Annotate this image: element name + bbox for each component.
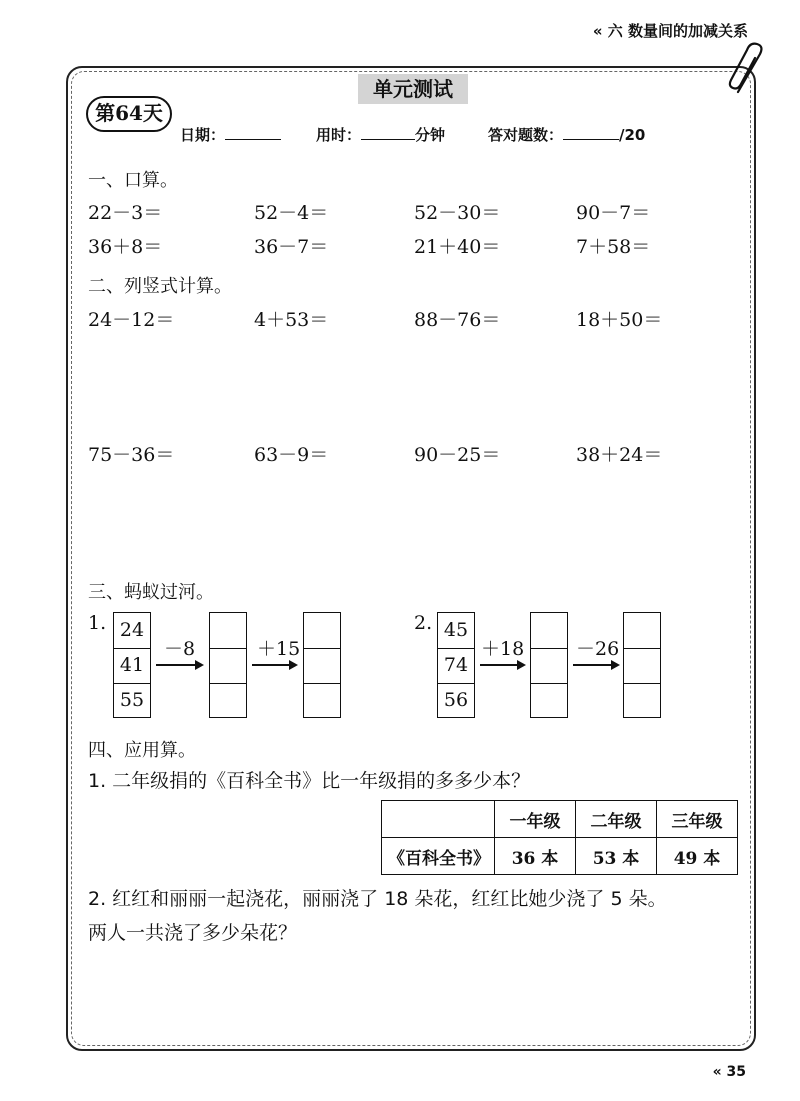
start-value: 56	[443, 689, 469, 711]
ant-problem-2-start-column	[437, 612, 475, 718]
start-value: 41	[119, 654, 145, 676]
arrow-icon	[573, 664, 618, 666]
books-table	[381, 800, 738, 875]
vertical-calc-item: 4＋53＝	[254, 309, 329, 331]
operation-label: ＋18	[481, 638, 525, 660]
vertical-calc-item: 75－36＝	[88, 444, 175, 466]
date-label: 日期：	[180, 126, 226, 144]
day-badge: 第64天	[86, 96, 172, 132]
mental-math-item: 22－3＝	[88, 202, 163, 224]
answer-column[interactable]	[530, 612, 568, 718]
score-label: 答对题数：	[488, 126, 564, 144]
answer-column[interactable]	[303, 612, 341, 718]
mental-math-item: 36－7＝	[254, 236, 329, 258]
footer-marker: «	[712, 1064, 722, 1080]
section-4-title: 四、应用算。	[88, 740, 196, 761]
operation-label: －8	[164, 638, 196, 660]
mental-math-item: 7＋58＝	[576, 236, 651, 258]
chapter-header	[593, 20, 748, 41]
unit-title: 单元测试	[358, 74, 468, 104]
word-problem-2: 2. 红红和丽丽一起浇花，丽丽浇了 18 朵花，红红比她少浇了 5 朵。	[88, 888, 667, 910]
vertical-calc-item: 38＋24＝	[576, 444, 663, 466]
ant-problem-1-label: 1.	[88, 612, 107, 634]
table-header: 一年级	[495, 801, 576, 838]
mental-math-item: 90－7＝	[576, 202, 651, 224]
vertical-calc-item: 18＋50＝	[576, 309, 663, 331]
time-unit: 分钟	[415, 126, 446, 144]
arrow-icon	[156, 664, 202, 666]
vertical-calc-item: 24－12＝	[88, 309, 175, 331]
table-header: 二年级	[576, 801, 657, 838]
arrow-icon	[480, 664, 524, 666]
table-header: 三年级	[657, 801, 738, 838]
ant-problem-2-label: 2.	[414, 612, 433, 634]
start-value: 55	[119, 689, 145, 711]
operation-label: －26	[576, 638, 620, 660]
score-field[interactable]	[488, 124, 645, 145]
page-number: 35	[726, 1064, 746, 1080]
table-cell: 36 本	[495, 838, 576, 875]
table-cell: 53 本	[576, 838, 657, 875]
date-field[interactable]	[180, 124, 281, 145]
vertical-calc-item: 90－25＝	[414, 444, 501, 466]
chapter-title: 六 数量间的加减关系	[607, 22, 748, 40]
date-blank[interactable]	[225, 125, 281, 140]
time-label: 用时：	[316, 126, 362, 144]
mental-math-item: 36＋8＝	[88, 236, 163, 258]
answer-column[interactable]	[623, 612, 661, 718]
mental-math-item: 52－30＝	[414, 202, 501, 224]
start-value: 74	[443, 654, 469, 676]
score-blank[interactable]	[563, 125, 619, 140]
page-footer	[713, 1064, 746, 1080]
score-total: /20	[619, 126, 646, 144]
mental-math-item: 21＋40＝	[414, 236, 501, 258]
table-row	[382, 838, 738, 875]
mental-math-item: 52－4＝	[254, 202, 329, 224]
table-header-row	[382, 801, 738, 838]
section-3-title: 三、蚂蚁过河。	[88, 582, 214, 603]
arrow-icon	[252, 664, 296, 666]
time-blank[interactable]	[361, 125, 415, 140]
time-field[interactable]	[316, 124, 445, 145]
section-1-title: 一、口算。	[88, 170, 178, 191]
ant-problem-1-start-column	[113, 612, 151, 718]
start-value: 24	[119, 619, 145, 641]
table-cell: 49 本	[657, 838, 738, 875]
paper-clip-icon	[726, 42, 770, 96]
word-problem-2-continued: 两人一共浇了多少朵花？	[88, 922, 298, 944]
answer-column[interactable]	[209, 612, 247, 718]
table-row-label: 《百科全书》	[382, 838, 495, 875]
operation-label: ＋15	[257, 638, 301, 660]
section-2-title: 二、列竖式计算。	[88, 276, 232, 297]
vertical-calc-item: 88－76＝	[414, 309, 501, 331]
table-cell	[382, 801, 495, 838]
vertical-calc-item: 63－9＝	[254, 444, 329, 466]
start-value: 45	[443, 619, 469, 641]
chapter-marker: «	[592, 22, 603, 40]
word-problem-1: 1. 二年级捐的《百科全书》比一年级捐的多多少本？	[88, 770, 531, 792]
